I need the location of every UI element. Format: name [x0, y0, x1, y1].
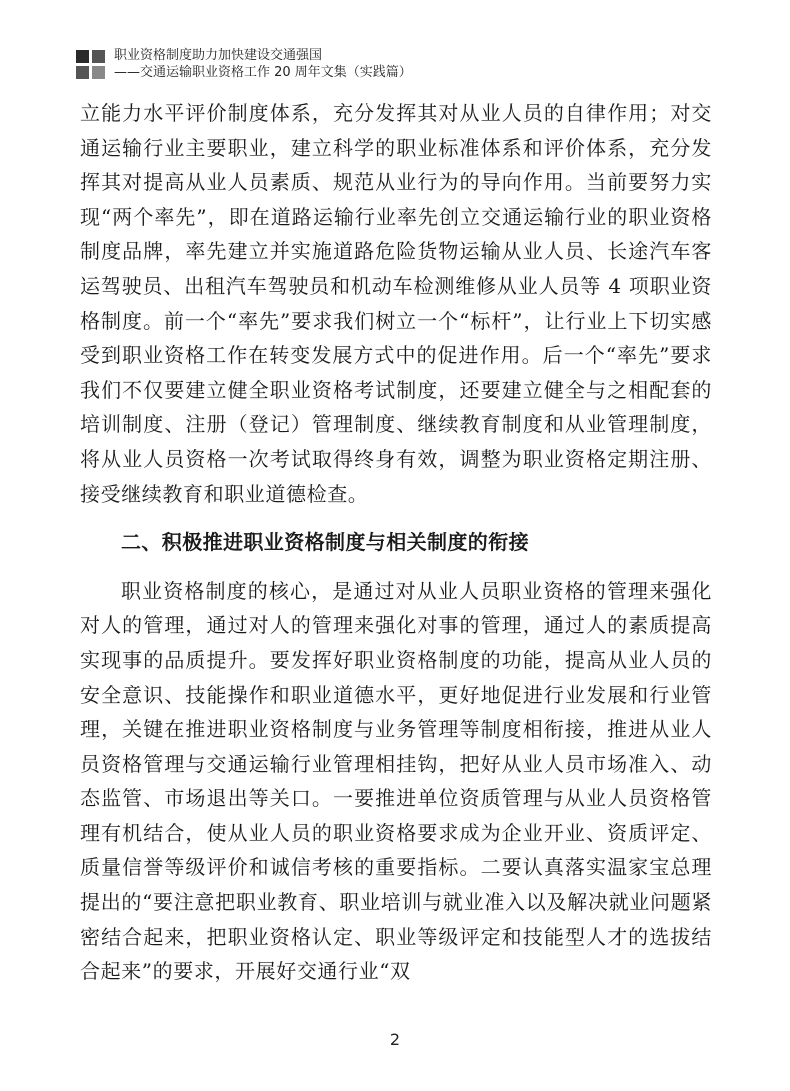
body-paragraph: 职业资格制度的核心，是通过对从业人员职业资格的管理来强化对人的管理，通过对人的管理来强化对事的管理，通过人的素质提高实现事的品质提升。要发挥好职业资格制度的功能，提高从业人员的安全意识、技能操作和职业道德水平，更好地促进行业发展和行业管理，关键在推进职业资格制度与业务管理等制度相衔接，推进从业人员资格管理与交通运输行业管理相挂钩，把好从业人员市场准入、动态监管、市场退出等关口。一要推进单位资质管理与从业人员资格管理有机结合，使从业人员的职业资格要求成为企业开业、资质评定、质量信誉等级评价和诚信考核的重要指标。二要认真落实温家宝总理提出的“要注意把职业教育、职业培训与就业准入以及解决就业问题紧密结合起来，把职业资格认定、职业等级评定和技能型人才的选拔结合起来”的要求，开展好交通行业“双 — [80, 578, 712, 984]
header-book-subtitle: ——交通运输职业资格工作 20 周年文集（实践篇） — [114, 65, 412, 80]
body-paragraph-continued: 立能力水平评价制度体系，充分发挥其对从业人员的自律作用；对交通运输行业主要职业，建立科学的职业标准体系和评价体系，充分发挥其对提高从业人员素质、规范从业行为的导向作用。当前要努力实现“两个率先”，即在道路运输行业率先创立交通运输行业的职业资格制度品牌，率先建立并实施道路危险货物运输从业人员、长途汽车客运驾驶员、出租汽车驾驶员和机动车检测维修从业人员等 4 项职业资格制度。前一个“率先”要求我们树立一个“标杆”，让行业上下切实感受到职业资格工作在转变发展方式中的促进作用。后一个“率先”要求我们不仅要建立健全职业资格考试制度，还要建立健全与之相配套的培训制度、注册（登记）管理制度、继续教育制度和从业管理制度，将从业人员资格一次考试取得终身有效，调整为职业资格定期注册、接受继续教育和职业道德检查。 — [80, 101, 712, 506]
main-body — [80, 96, 712, 989]
section-heading: 二、积极推进职业资格制度与相关制度的衔接 — [121, 530, 529, 555]
running-header — [76, 48, 716, 86]
page-number: 2 — [389, 1030, 401, 1049]
four-square-logo-icon — [76, 50, 106, 80]
header-book-title: 职业资格制度助力加快建设交通强国 — [114, 48, 323, 63]
